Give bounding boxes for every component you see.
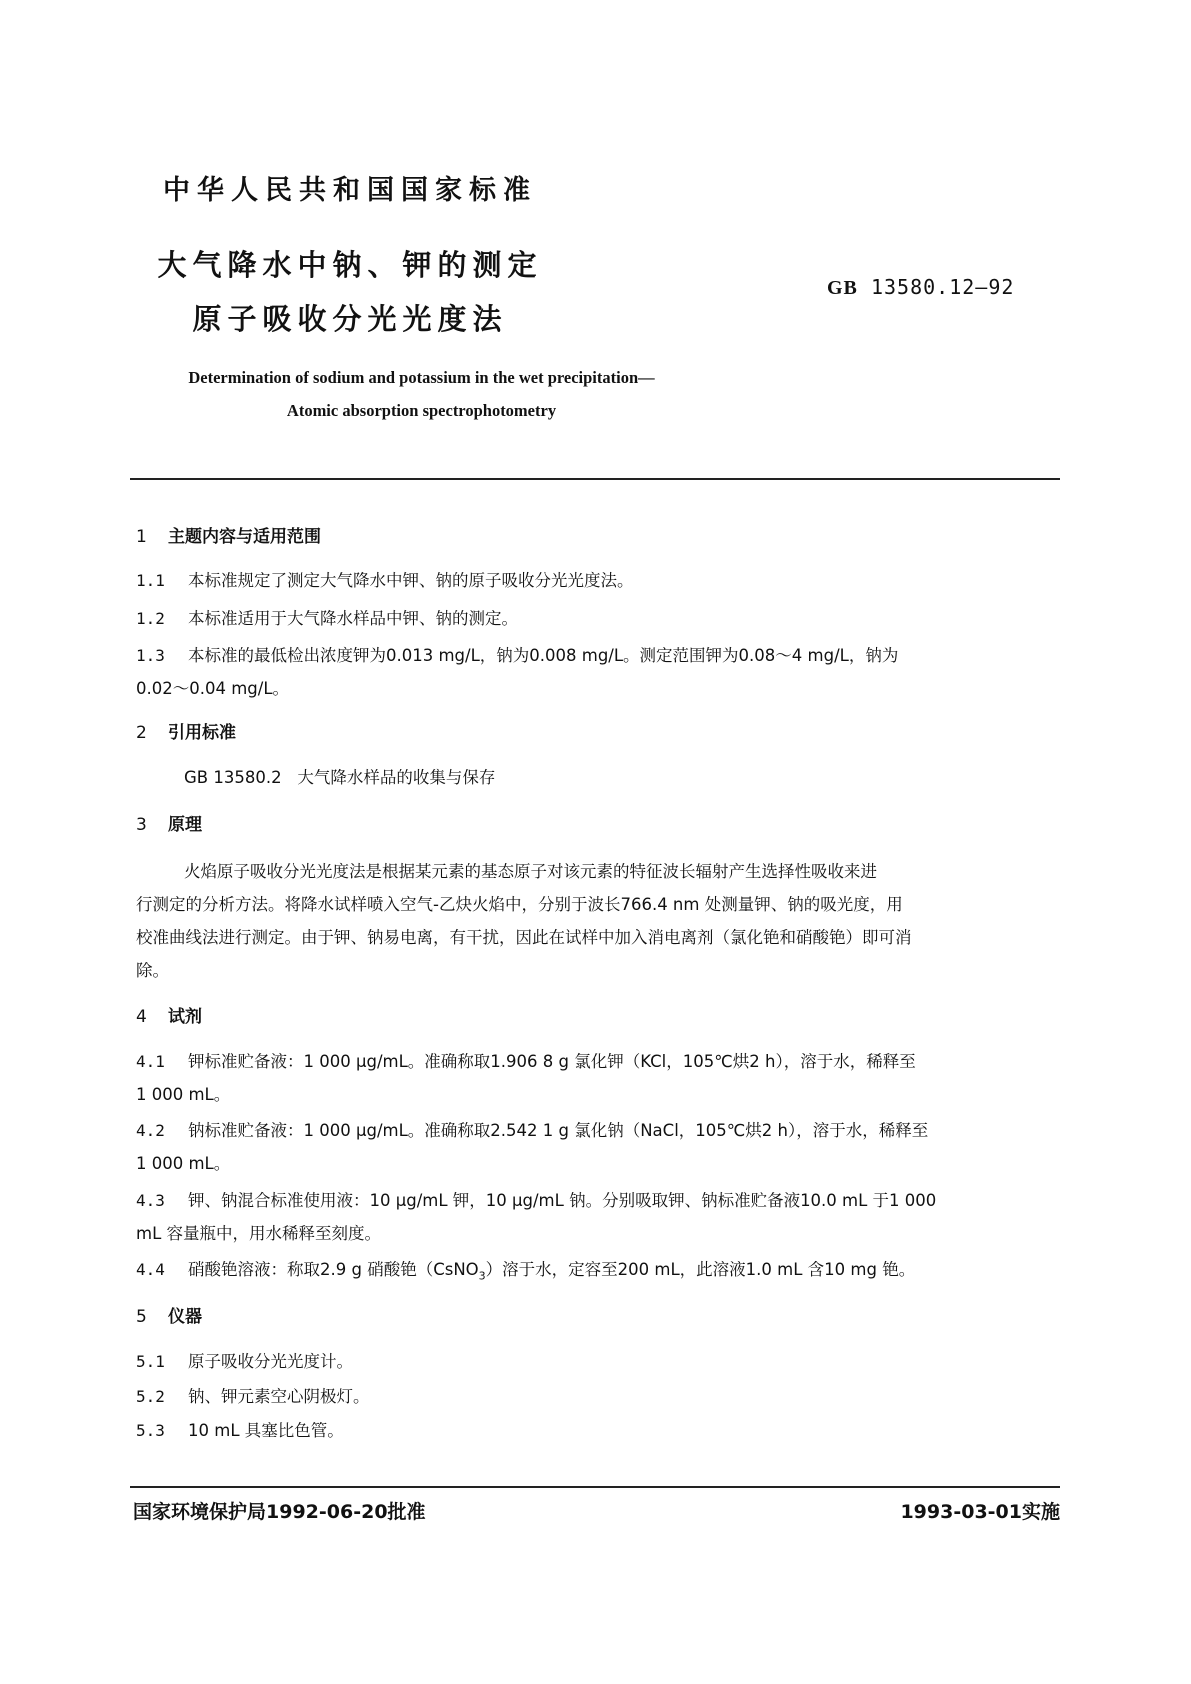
section-heading-1: [136, 522, 321, 547]
standard-number: [827, 275, 1014, 300]
section-heading-4: [136, 1002, 202, 1027]
clause-text: 钾、钠混合标准使用液：10 μg/mL 钾，10 μg/mL 钠。分别吸取钾、钠标准贮备液10.0 mL 于1 000: [188, 1191, 937, 1210]
clause-number: 5.2: [136, 1387, 165, 1406]
clause-number: 5.1: [136, 1352, 165, 1371]
section-heading-2: [136, 718, 236, 743]
effective-date: 1993-03-01实施: [900, 1501, 1060, 1523]
clause-number: 4.2: [136, 1121, 165, 1140]
clause-number: 1.2: [136, 609, 165, 628]
principle-line-4: 除。: [136, 961, 169, 980]
footer-divider: [130, 1486, 1060, 1488]
standard-code: 13580.12—92: [870, 275, 1015, 299]
principle-line-3: 校准曲线法进行测定。由于钾、钠易电离，有干扰，因此在试样中加入消电离剂（氯化铯和硝酸铯）即可消: [136, 928, 912, 947]
clause-number: 4.4: [136, 1260, 165, 1279]
clause-text: 钠、钾元素空心阴极灯。: [188, 1387, 370, 1406]
clause-text: 本标准的最低检出浓度钾为0.013 mg/L，钠为0.008 mg/L。测定范围钾为0.08～4 mg/L，钠为: [188, 646, 899, 665]
clause-number: 1.1: [136, 571, 165, 590]
approval-date: 国家环境保护局1992-06-20批准: [133, 1501, 426, 1523]
section-number: 1: [136, 527, 147, 547]
referenced-standard: GB 13580.2 大气降水样品的收集与保存: [184, 768, 496, 787]
section-heading-3: [136, 810, 202, 835]
clause-4-1-continued: 1 000 mL。: [136, 1085, 231, 1104]
document-title-line1: 大气降水中钠、钾的测定: [157, 248, 543, 282]
clause-number: 4.3: [136, 1191, 165, 1210]
clause-5-1: [136, 1348, 353, 1372]
clause-4-4: [136, 1256, 915, 1282]
principle-line-1: 火焰原子吸收分光光度法是根据某元素的基态原子对该元素的特征波长辐射产生选择性吸收来进: [184, 862, 877, 881]
clause-text: 本标准规定了测定大气降水中钾、钠的原子吸收分光光度法。: [188, 571, 634, 590]
section-number: 4: [136, 1007, 147, 1027]
section-title: 试剂: [168, 1007, 202, 1027]
section-heading-5: [136, 1302, 202, 1327]
clause-4-1: [136, 1048, 916, 1072]
clause-1-1: [136, 567, 634, 591]
subscript: 3: [478, 1269, 486, 1283]
section-number: 5: [136, 1307, 147, 1327]
clause-4-2: [136, 1117, 928, 1141]
principle-line-2: 行测定的分析方法。将降水试样喷入空气-乙炔火焰中，分别于波长766.4 nm 处测量钾、钠的吸光度，用: [136, 895, 903, 914]
clause-1-2: [136, 605, 518, 629]
clause-5-2: [136, 1383, 370, 1407]
clause-4-2-continued: 1 000 mL。: [136, 1154, 231, 1173]
clause-4-3: [136, 1187, 936, 1211]
clause-text-tail: ）溶于水，定容至200 mL，此溶液1.0 mL 含10 mg 铯。: [485, 1260, 916, 1279]
clause-text: 钠标准贮备液：1 000 μg/mL。准确称取2.542 1 g 氯化钠（NaCl，105℃烘2 h），溶于水，稀释至: [188, 1121, 929, 1140]
clause-1-3-continued: 0.02～0.04 mg/L。: [136, 679, 290, 698]
english-title-line2: Atomic absorption spectrophotometry: [286, 401, 557, 420]
section-title: 原理: [168, 815, 202, 835]
clause-text: 钾标准贮备液：1 000 μg/mL。准确称取1.906 8 g 氯化钾（KCl，105℃烘2 h），溶于水，稀释至: [188, 1052, 916, 1071]
standard-prefix: GB: [827, 277, 858, 299]
clause-text: 本标准适用于大气降水样品中钾、钠的测定。: [188, 609, 518, 628]
section-title: 仪器: [168, 1307, 202, 1327]
section-title: 引用标准: [168, 723, 236, 743]
section-number: 3: [136, 815, 147, 835]
clause-5-3: [136, 1417, 344, 1441]
national-standard-heading: 中华人民共和国国家标准: [163, 175, 537, 206]
header-divider: [130, 478, 1060, 480]
clause-number: 5.3: [136, 1421, 165, 1440]
english-title-line1: Determination of sodium and potassium in the wet precipitation—: [188, 368, 655, 387]
clause-text: 硝酸铯溶液：称取2.9 g 硝酸铯（CsNO: [188, 1260, 479, 1279]
clause-1-3: [136, 642, 898, 666]
clause-4-3-continued: mL 容量瓶中，用水稀释至刻度。: [136, 1224, 382, 1243]
clause-text: 原子吸收分光光度计。: [188, 1352, 353, 1371]
clause-number: 4.1: [136, 1052, 165, 1071]
clause-number: 1.3: [136, 646, 165, 665]
section-number: 2: [136, 723, 147, 743]
document-title-line2: 原子吸收分光光度法: [192, 302, 508, 336]
clause-text: 10 mL 具塞比色管。: [188, 1421, 344, 1440]
section-title: 主题内容与适用范围: [168, 527, 321, 547]
